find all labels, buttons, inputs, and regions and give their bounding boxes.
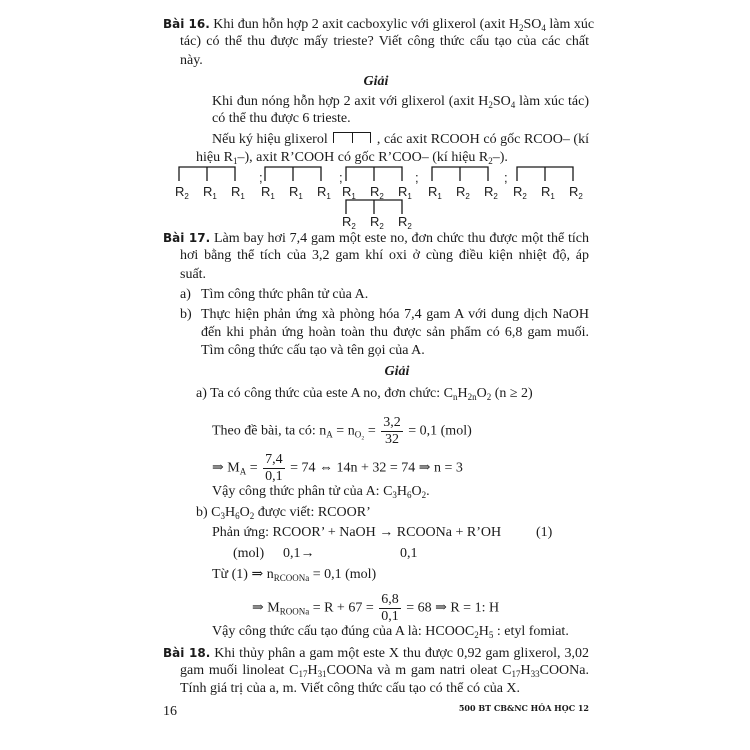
text-run: Khi đun hỗn hợp 2 axit cacboxylic với glixerol (axit H: [209, 17, 519, 32]
text-run: =: [364, 423, 380, 439]
text-run: đến khi phản ứng hoàn toàn thu được sản phẩm có 6,8 gam muối.: [201, 325, 589, 340]
text-run: 0,1: [400, 546, 418, 561]
text-run: được viết: RCOOR’: [254, 505, 371, 520]
subscript: 2: [518, 23, 524, 33]
text-run: 0,1→: [283, 546, 315, 561]
subscript: 17: [511, 669, 521, 679]
solution-16-line: [212, 131, 589, 149]
substituent-label: $R_2$: [370, 214, 384, 231]
fraction-numerator: 6,8: [381, 592, 399, 607]
substituent-label: $R_2$: [342, 214, 356, 231]
solution-17-line: [196, 504, 371, 522]
text-run: = R + 67 =: [309, 600, 378, 616]
solution-17-line: [212, 452, 463, 485]
substituent-label: $R_1$: [342, 184, 356, 201]
text-run: Nếu ký hiệu glixerol: [212, 132, 332, 147]
solution-17-line: [212, 623, 569, 641]
solution-heading: [337, 363, 457, 381]
text-run: Tìm công thức phân tử của A.: [201, 287, 369, 302]
substituent-label: $R_1$: [261, 184, 275, 201]
problem-17-line: [180, 247, 589, 265]
substituent-label: $R_2$: [569, 184, 583, 201]
problem-17-item: [201, 324, 589, 342]
fraction: [381, 415, 403, 448]
text-run: tác) có thể thu được mấy trieste? Viết công thức cấu tạo của các chất: [180, 34, 589, 49]
substituent-label: $R_2$: [398, 214, 412, 231]
text-run: Theo đề bài, ta có: n: [212, 423, 327, 439]
reaction-equation: [212, 524, 501, 542]
text-run: SO: [523, 17, 542, 32]
problem-17-item: [201, 306, 589, 324]
substituent-label: $R_2$: [456, 184, 470, 201]
subscript: ROONa: [279, 606, 310, 617]
problem-17-line: [163, 229, 589, 248]
text-run: Tìm công thức cấu tạo và tên gọi của A.: [201, 343, 425, 358]
text-run: Vậy công thức cấu tạo đúng của A là: HCOOC: [212, 624, 475, 639]
text-run: O: [476, 386, 487, 401]
subscript: 3: [220, 511, 225, 521]
text-run: H: [396, 484, 408, 499]
subscript: 6: [407, 490, 412, 500]
subscript: 1: [232, 156, 238, 166]
problem-label: Bài 17.: [163, 231, 211, 245]
equation-number: [536, 524, 552, 542]
separator: ;: [504, 170, 508, 185]
substituent-label: $R_1$: [231, 184, 245, 201]
solution-17-line: [252, 592, 499, 625]
text-run: có thể thu được 6 trieste.: [212, 111, 351, 126]
text-run: hiệu R: [196, 150, 233, 165]
text-run: .: [426, 484, 430, 499]
text-run: b): [180, 307, 192, 322]
solution-17-line: [212, 415, 472, 448]
text-run: Tính giá trị của a, m. Viết công thức cấu tạo có thể có của X.: [180, 681, 521, 696]
subscript: A: [239, 466, 247, 477]
subscript: 5: [488, 630, 494, 640]
subscript: A: [326, 429, 333, 440]
subscript: 2: [249, 511, 255, 521]
text-run: SO: [492, 94, 511, 109]
text-run: H: [307, 663, 318, 678]
text-run: COONa.: [539, 663, 589, 678]
glycerol-bracket: [517, 167, 573, 181]
separator: ;: [339, 170, 343, 185]
glycerol-bracket: [179, 167, 235, 181]
text-run: này.: [180, 53, 203, 68]
subscript: O₂: [354, 429, 365, 440]
text-run: = 0,1 (mol): [404, 423, 472, 439]
problem-18-line: [163, 644, 589, 663]
substituent-label: $R_2$: [484, 184, 498, 201]
text-run: , các axit RCOOH có gốc RCOO– (kí: [373, 132, 589, 147]
text-run: làm xúc: [545, 17, 595, 32]
text-run: = 74 ⇔ 14n + 32 = 74 ⇒ n = 3: [286, 460, 463, 476]
text-run: ⇒ M: [212, 460, 240, 476]
substituent-label: $R_1$: [428, 184, 442, 201]
substituent-label: $R_2$: [370, 184, 384, 201]
solution-16-line: [212, 110, 351, 128]
text-run: Từ (1) ⇒ n: [212, 567, 274, 582]
text-run: Khi thủy phân a gam một este X thu được 0,92 gam glixerol, 3,02: [210, 646, 590, 661]
substituent-label: $R_1$: [317, 184, 331, 201]
text-run: ⇒ M: [252, 600, 280, 616]
mol-value: [283, 545, 315, 563]
item-label: [180, 306, 192, 324]
text-run: =: [246, 460, 262, 476]
solution-16-line: [196, 149, 508, 167]
text-run: COONa và m gam natri oleat C: [326, 663, 512, 678]
mol-value: [400, 545, 418, 563]
text-run: hơi bằng thể tích của 3,2 gam khí oxi ở cùng điều kiện nhiệt độ, áp: [180, 248, 589, 263]
problem-18-line: [180, 662, 589, 680]
glycerol-bracket: [432, 167, 488, 181]
fraction: [379, 592, 401, 625]
text-run: H: [457, 386, 468, 401]
problem-17-item: [201, 286, 368, 304]
text-run: Khi đun nóng hỗn hợp 2 axit với glixerol (axit H: [212, 94, 489, 109]
glixerol-bracket-icon: [333, 132, 371, 143]
subscript: 2n: [467, 392, 477, 402]
fraction-denominator: 0,1: [381, 609, 399, 624]
text-run: H: [520, 663, 531, 678]
text-run: O: [411, 484, 422, 499]
text-run: = 68 ⇒ R = 1: H: [402, 600, 500, 616]
text-run: H: [225, 505, 236, 520]
problem-label: Bài 18.: [163, 646, 211, 660]
substituent-label: $R_1$: [203, 184, 217, 201]
subscript: 2: [421, 490, 427, 500]
subscript: 17: [298, 669, 308, 679]
substituent-label: $R_2$: [513, 184, 527, 201]
text-run: Phản ứng: RCOOR’ + NaOH → RCOONa + R’OH: [212, 525, 502, 540]
text-run: = n: [332, 423, 355, 439]
substituent-label: $R_1$: [398, 184, 412, 201]
text-run: (mol): [233, 546, 265, 561]
glycerol-bracket: [346, 167, 402, 181]
text-run: H: [478, 624, 489, 639]
page-number: 16: [163, 704, 177, 719]
subscript: 2: [488, 156, 493, 166]
subscript: 2: [474, 630, 479, 640]
substituent-label: $R_1$: [541, 184, 555, 201]
glycerol-bracket: [346, 200, 402, 214]
solution-heading: [316, 73, 436, 91]
substituent-label: $R_2$: [175, 184, 189, 201]
problem-16-line: [163, 15, 595, 34]
text-run: Thực hiện phản ứng xà phòng hóa 7,4 gam A với dung dịch NaOH: [201, 307, 589, 322]
text-run: làm xúc tác): [515, 94, 590, 109]
book-title-footer: 500 BT CB&NC HÓA HỌC 12: [458, 703, 589, 713]
text-run: : etyl fomiat.: [493, 624, 569, 639]
fraction-denominator: 32: [385, 432, 399, 447]
separator: ;: [415, 170, 419, 185]
solution-17-line: [212, 566, 376, 584]
fraction-numerator: 7,4: [265, 452, 283, 467]
subscript: 3: [392, 490, 397, 500]
text-run: –), axit R’COOH có gốc R’COO– (kí hiệu R: [237, 150, 489, 165]
text-run: a): [180, 287, 191, 302]
problem-17-line: [180, 266, 206, 284]
text-run: = 0,1 (mol): [309, 567, 377, 582]
text-run: (n ≥ 2): [491, 386, 533, 401]
item-label: [180, 286, 191, 304]
subscript: 31: [317, 669, 327, 679]
separator: ;: [259, 170, 263, 185]
fraction: [263, 452, 285, 485]
subscript: n: [452, 392, 458, 402]
text-run: Làm bay hơi 7,4 gam một este no, đơn chức thu được một thể tích: [210, 231, 589, 246]
text-run: a) Ta có công thức của este A no, đơn chức: C: [196, 386, 453, 401]
subscript: 33: [530, 669, 540, 679]
subscript: 2: [486, 392, 492, 402]
mol-label: [233, 545, 264, 563]
text-run: (1): [536, 525, 553, 540]
fraction-numerator: 3,2: [383, 415, 401, 430]
substituent-label: $R_1$: [289, 184, 303, 201]
problem-17-item: [201, 342, 425, 360]
problem-label: Bài 16.: [163, 17, 210, 31]
subscript: 4: [541, 23, 546, 33]
solution-17-line: [212, 483, 430, 501]
heading-text: Giải: [384, 364, 410, 379]
text-run: O: [239, 505, 250, 520]
text-run: suất.: [180, 267, 207, 282]
text-run: –).: [492, 150, 508, 165]
text-run: b) C: [196, 505, 221, 520]
text-run: gam muối linoleat C: [180, 663, 299, 678]
subscript: RCOONa: [273, 573, 310, 583]
subscript: 2: [488, 100, 493, 110]
text-run: Vậy công thức phân tử của A: C: [212, 484, 393, 499]
problem-16-line: [180, 33, 589, 51]
glycerol-bracket: [265, 167, 321, 181]
solution-16-line: [212, 93, 589, 111]
problem-18-line: [180, 680, 520, 698]
fraction-denominator: 0,1: [265, 469, 283, 484]
problem-16-line: [180, 52, 203, 70]
subscript: 6: [235, 511, 240, 521]
subscript: 4: [510, 100, 516, 110]
heading-text: Giải: [363, 74, 389, 89]
solution-17-line: [196, 385, 533, 403]
